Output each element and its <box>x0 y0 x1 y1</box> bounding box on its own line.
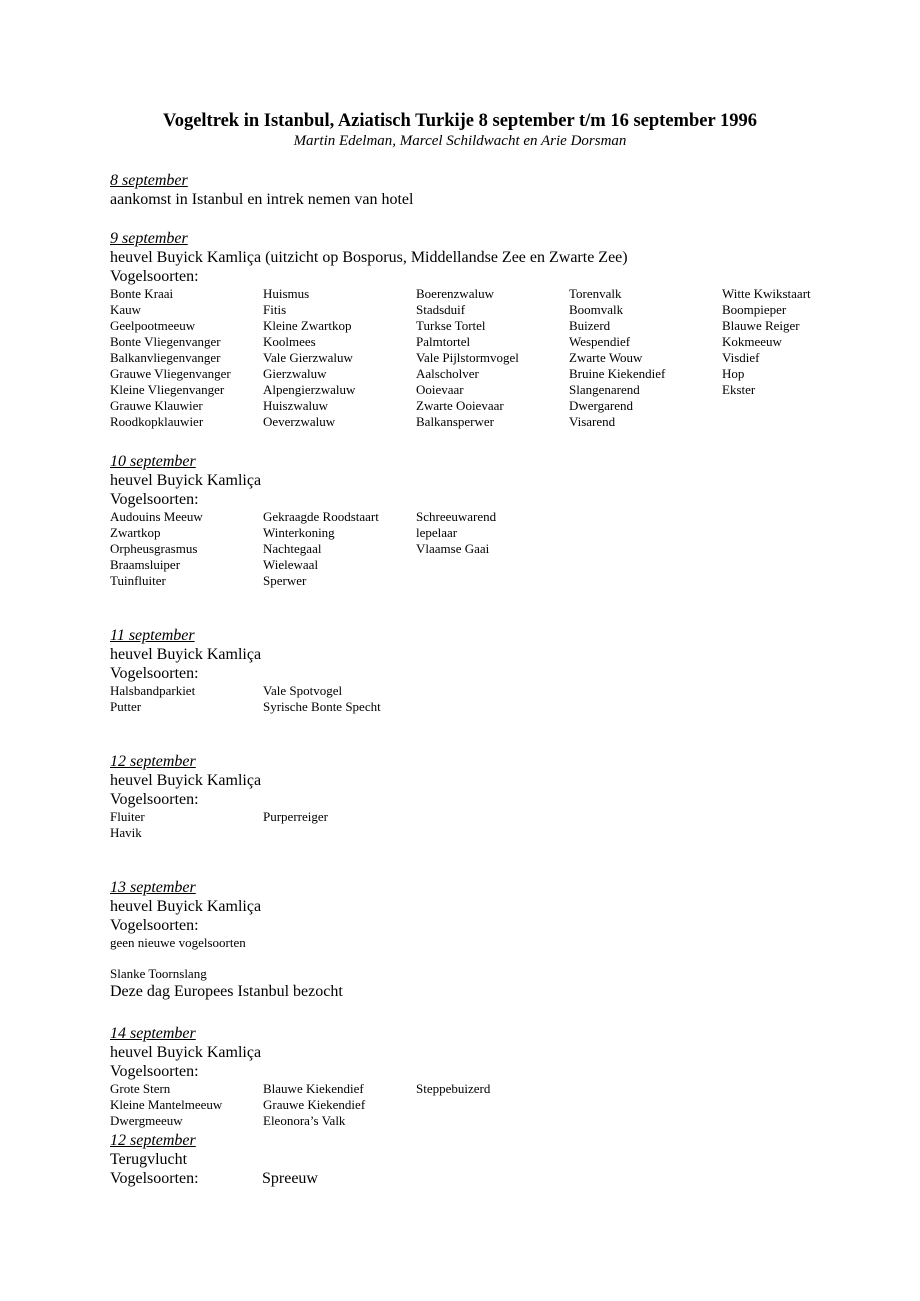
species-item: Syrische Bonte Specht <box>263 699 381 714</box>
day-date: 14 september <box>110 1025 196 1042</box>
species-item: Eleonora’s Valk <box>263 1113 346 1128</box>
species-column <box>110 509 263 589</box>
day-section-13-sep <box>110 878 870 1001</box>
day-section-10-sep <box>110 452 870 589</box>
day-note: geen nieuwe vogelsoorten <box>110 935 246 950</box>
species-column <box>263 809 416 825</box>
species-item: lepelaar <box>416 525 458 540</box>
species-item: Vlaamse Gaai <box>416 541 490 556</box>
species-item: Halsbandparkiet <box>110 683 196 698</box>
species-item: Kleine Vliegenvanger <box>110 382 225 397</box>
species-item: Sperwer <box>263 573 307 588</box>
species-item: Visarend <box>569 414 616 429</box>
species-item: Vale Gierzwaluw <box>263 350 353 365</box>
species-column <box>569 286 722 430</box>
species-item: Dwergmeeuw <box>110 1113 183 1128</box>
species-item: Balkansperwer <box>416 414 494 429</box>
species-item: Torenvalk <box>569 286 622 301</box>
species-item: Steppebuizerd <box>416 1081 491 1096</box>
species-item: Oeverzwaluw <box>263 414 336 429</box>
species-column <box>263 509 416 589</box>
species-grid <box>110 809 870 841</box>
species-item: Hop <box>722 366 745 381</box>
species-column <box>110 809 263 841</box>
species-item: Grauwe Vliegenvanger <box>110 366 231 381</box>
species-item: Havik <box>110 825 142 840</box>
species-item: Grote Stern <box>110 1081 171 1096</box>
species-item: Dwergarend <box>569 398 634 413</box>
species-item: Palmtortel <box>416 334 471 349</box>
species-item: Winterkoning <box>263 525 335 540</box>
species-item: Bonte Kraai <box>110 286 174 301</box>
species-item: Balkanvliegenvanger <box>110 350 221 365</box>
species-label: Vogelsoorten: <box>110 917 199 934</box>
species-item: Orpheusgrasmus <box>110 541 198 556</box>
species-item: Grauwe Kiekendief <box>263 1097 366 1112</box>
species-item: Boompieper <box>722 302 787 317</box>
day-location: heuvel Buyick Kamliça <box>110 898 262 915</box>
day-section-return <box>110 1131 870 1188</box>
species-item: Braamsluiper <box>110 557 181 572</box>
species-grid <box>110 683 870 715</box>
species-item: Kokmeeuw <box>722 334 782 349</box>
day-location: Terugvlucht <box>110 1151 188 1168</box>
day-section-12-sep <box>110 752 870 841</box>
species-label: Vogelsoorten: <box>110 665 199 682</box>
species-item: Zwarte Wouw <box>569 350 643 365</box>
species-item: Spreeuw <box>262 1170 318 1187</box>
species-item: Fitis <box>263 302 287 317</box>
species-item: Boomvalk <box>569 302 624 317</box>
species-item: Zwarte Ooievaar <box>416 398 504 413</box>
species-item: Vale Spotvogel <box>263 683 343 698</box>
species-inline-row <box>110 1169 870 1188</box>
species-item: Huiszwaluw <box>263 398 328 413</box>
day-date: 9 september <box>110 230 188 247</box>
day-location: heuvel Buyick Kamliça <box>110 1044 262 1061</box>
species-item: Blauwe Kiekendief <box>263 1081 364 1096</box>
day-location: heuvel Buyick Kamliça <box>110 646 262 663</box>
day-date: 10 september <box>110 453 196 470</box>
species-grid <box>110 509 870 589</box>
species-item: Buizerd <box>569 318 611 333</box>
day-date: 13 september <box>110 879 196 896</box>
species-item: Slangenarend <box>569 382 640 397</box>
species-item: Geelpootmeeuw <box>110 318 196 333</box>
day-section-9-sep <box>110 229 870 436</box>
day-location: aankomst in Istanbul en intrek nemen van hotel <box>110 191 414 208</box>
species-item: Wespendief <box>569 334 631 349</box>
species-item: Purperreiger <box>263 809 328 824</box>
species-label: Vogelsoorten: <box>110 791 199 808</box>
species-item: Putter <box>110 699 142 714</box>
day-section-8-sep <box>110 171 870 209</box>
day-remark: Deze dag Europees Istanbul bezocht <box>110 983 343 1000</box>
document-authors: Martin Edelman, Marcel Schildwacht en Arie Dorsman <box>293 133 627 149</box>
species-label: Vogelsoorten: <box>110 491 199 508</box>
day-section-14-sep <box>110 1024 870 1129</box>
day-date: 12 september <box>110 1132 196 1149</box>
species-item: Koolmees <box>263 334 316 349</box>
species-column <box>416 509 569 557</box>
species-item: Blauwe Reiger <box>722 318 800 333</box>
species-item: Bruine Kiekendief <box>569 366 666 381</box>
species-item: Gierzwaluw <box>263 366 327 381</box>
species-item: Turkse Tortel <box>416 318 486 333</box>
day-date: 12 september <box>110 753 196 770</box>
species-item: Witte Kwikstaart <box>722 286 811 301</box>
species-item: Fluiter <box>110 809 145 824</box>
species-item: Aalscholver <box>416 366 479 381</box>
document-title: Vogeltrek in Istanbul, Aziatisch Turkije 8 september t/m 16 september 1996 <box>163 111 757 131</box>
species-column <box>263 1081 416 1129</box>
species-item: Visdief <box>722 350 760 365</box>
species-label: Vogelsoorten: <box>110 1170 199 1187</box>
species-item: Ooievaar <box>416 382 464 397</box>
species-column <box>263 286 416 430</box>
extra-observation: Slanke Toornslang <box>110 966 207 981</box>
species-item: Grauwe Klauwier <box>110 398 203 413</box>
species-column <box>110 286 263 430</box>
species-item: Roodkopklauwier <box>110 414 204 429</box>
day-section-11-sep <box>110 626 870 715</box>
species-grid <box>110 286 870 436</box>
species-column <box>110 683 263 715</box>
day-location: heuvel Buyick Kamliça <box>110 772 262 789</box>
species-column <box>416 286 569 430</box>
day-location: heuvel Buyick Kamliça (uitzicht op Bosporus, Middellandse Zee en Zwarte Zee) <box>110 249 628 266</box>
species-item: Tuinfluiter <box>110 573 166 588</box>
species-item: Kleine Mantelmeeuw <box>110 1097 223 1112</box>
species-item: Schreeuwarend <box>416 509 497 524</box>
species-label: Vogelsoorten: <box>110 268 199 285</box>
species-item: Bonte Vliegenvanger <box>110 334 221 349</box>
species-item: Gekraagde Roodstaart <box>263 509 379 524</box>
species-item: Ekster <box>722 382 756 397</box>
species-column <box>416 1081 569 1097</box>
species-label: Vogelsoorten: <box>110 1063 199 1080</box>
day-location: heuvel Buyick Kamliça <box>110 472 262 489</box>
day-date: 11 september <box>110 627 195 644</box>
species-item: Nachtegaal <box>263 541 322 556</box>
species-item: Zwartkop <box>110 525 161 540</box>
species-item: Boerenzwaluw <box>416 286 494 301</box>
species-column <box>722 286 875 398</box>
species-item: Alpengierzwaluw <box>263 382 356 397</box>
species-grid <box>110 1081 870 1129</box>
species-item: Wielewaal <box>263 557 319 572</box>
species-column <box>110 1081 263 1129</box>
species-item: Kauw <box>110 302 142 317</box>
species-item: Stadsduif <box>416 302 466 317</box>
species-column <box>263 683 416 715</box>
day-date: 8 september <box>110 172 188 189</box>
species-item: Audouins Meeuw <box>110 509 203 524</box>
species-item: Vale Pijlstormvogel <box>416 350 519 365</box>
species-item: Kleine Zwartkop <box>263 318 352 333</box>
species-item: Huismus <box>263 286 310 301</box>
